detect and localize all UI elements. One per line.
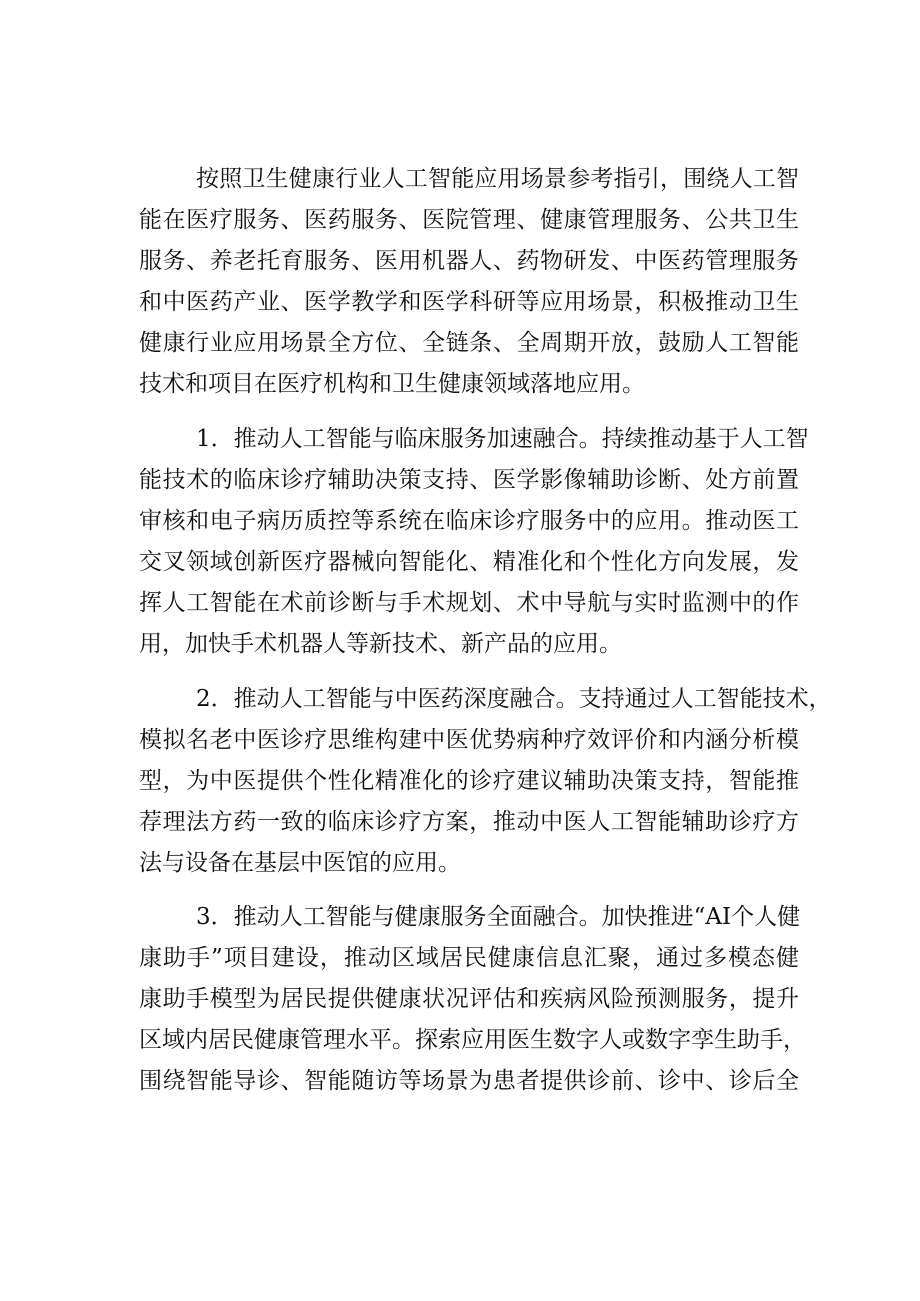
text-line: 服务、养老托育服务、医用机器人、药物研发、中医药管理服务: [139, 248, 799, 274]
text-line: 能在医疗服务、医药服务、医院管理、健康管理服务、公共卫生: [139, 207, 799, 233]
text-line: 按照卫生健康行业人工智能应用场景参考指引，围绕人工智: [196, 166, 799, 192]
text-line: 型，为中医提供个性化精准化的诊疗建议辅助决策支持，智能推: [139, 768, 799, 794]
text-line: 法与设备在基层中医馆的应用。: [139, 850, 461, 876]
text-line: 3．推动人工智能与健康服务全面融合。加快推进“AI个人健: [196, 904, 801, 930]
text-line: 荐理法方药一致的临床诊疗方案，推动中医人工智能辅助诊疗方: [139, 809, 799, 835]
text-line: 区域内居民健康管理水平。探索应用医生数字人或数字孪生助手，: [139, 1027, 806, 1053]
text-line: 用，加快手术机器人等新技术、新产品的应用。: [139, 631, 622, 657]
text-line: 1．推动人工智能与临床服务加速融合。持续推动基于人工智: [196, 426, 809, 452]
text-line: 2．推动人工智能与中医药深度融合。支持通过人工智能技术，: [196, 686, 832, 712]
text-line: 围绕智能导诊、智能随访等场景为患者提供诊前、诊中、诊后全: [139, 1068, 799, 1094]
text-line: 模拟名老中医诊疗思维构建中医优势病种疗效评价和内涵分析模: [139, 727, 799, 753]
text-line: 康助手”项目建设，推动区域居民健康信息汇聚，通过多模态健: [139, 945, 799, 971]
text-line: 能技术的临床诊疗辅助决策支持、医学影像辅助诊断、处方前置: [139, 467, 799, 493]
text-line: 审核和电子病历质控等系统在临床诊疗服务中的应用。推动医工: [139, 508, 799, 534]
text-line: 和中医药产业、医学教学和医学科研等应用场景，积极推动卫生: [139, 289, 799, 315]
text-line: 挥人工智能在术前诊断与手术规划、术中导航与实时监测中的作: [139, 590, 799, 616]
text-line: 交叉领域创新医疗器械向智能化、精准化和个性化方向发展，发: [139, 549, 799, 575]
text-line: 技术和项目在医疗机构和卫生健康领域落地应用。: [139, 371, 645, 397]
text-line: 康助手模型为居民提供健康状况评估和疾病风险预测服务，提升: [139, 986, 799, 1012]
text-line: 健康行业应用场景全方位、全链条、全周期开放，鼓励人工智能: [139, 330, 799, 356]
